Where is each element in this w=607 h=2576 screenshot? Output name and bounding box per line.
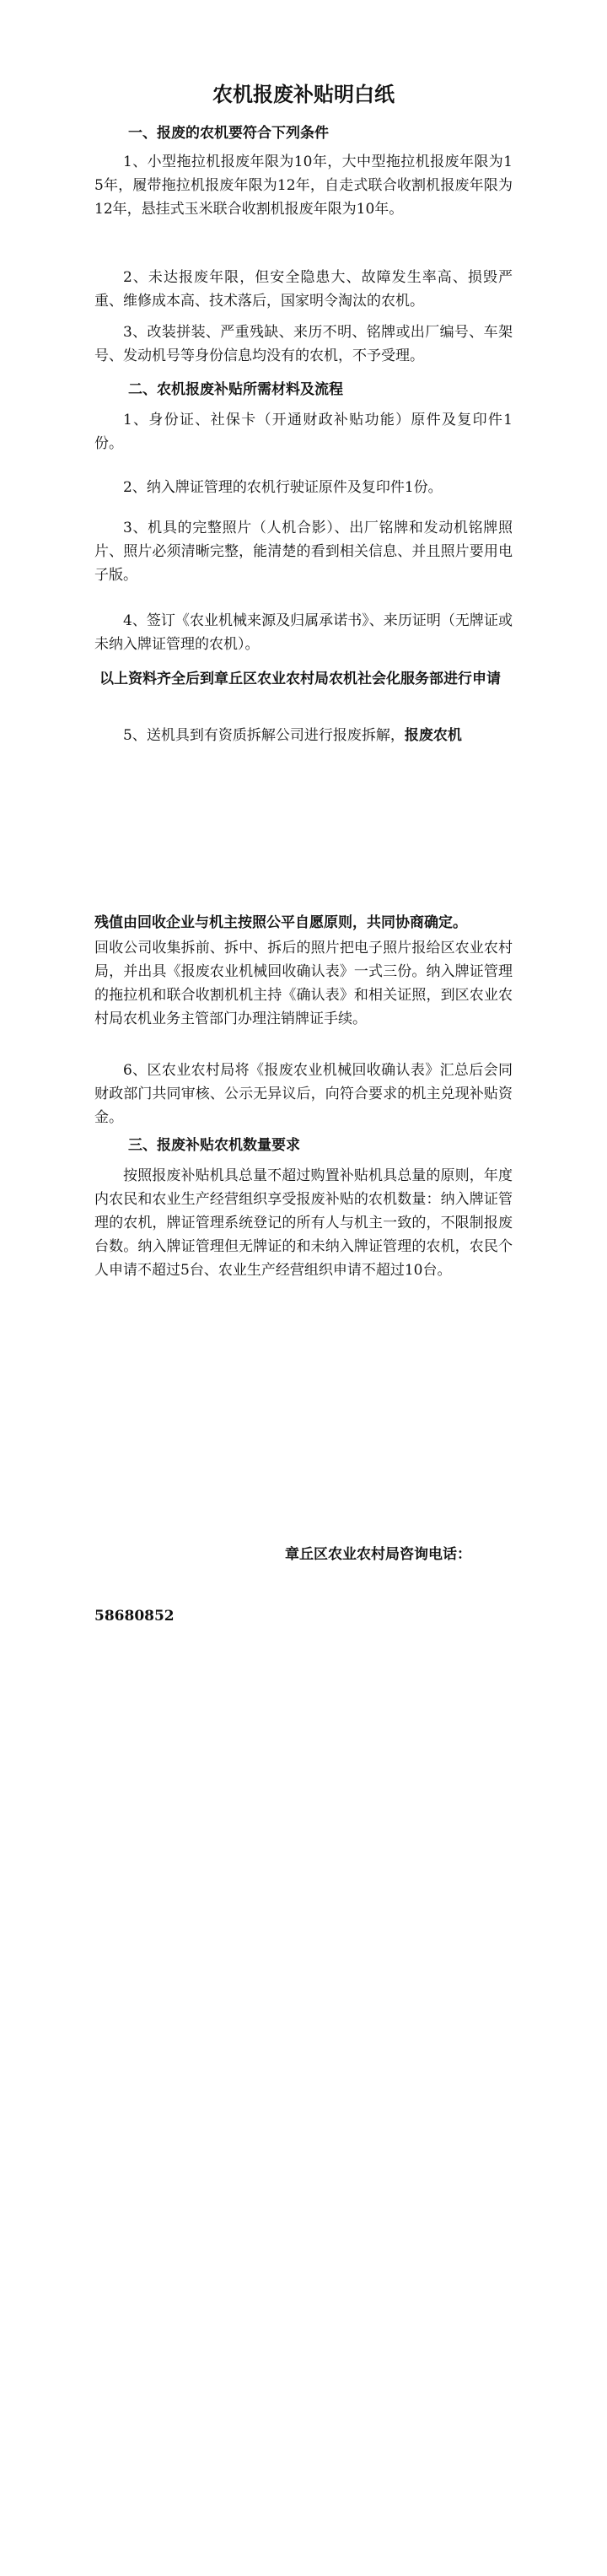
section1-item-3: 3、改装拼装、严重残缺、来历不明、铭牌或出厂编号、车架号、发动机号等身份信息均没有的农机，不予受理。 — [94, 324, 513, 364]
residual-value-text: 残值由回收企业与机主按照公平自愿原则，共同协商确定。 — [94, 914, 467, 931]
section2-item-6: 6、区农业农村局将《报废农业机械回收确认表》汇总后会同财政部门共同审核、公示无异议后，向符合要求的机主兑现补贴资金。 — [94, 1062, 513, 1126]
recycling-process-text: 回收公司收集拆前、拆中、拆后的照片把电子照片报给区农业农村局，并出具《报废农业机械回收确认表》一式三份。纳入牌证管理的拖拉机和联合收割机机主持《确认表》和相关证照，到区农业农村局农机业务主管部门办理注销牌证手续。 — [94, 940, 513, 1027]
section1-heading: 一、报废的农机要符合下列条件 — [128, 125, 329, 142]
section2-item-3: 3、机具的完整照片（人机合影）、出厂铭牌和发动机铭牌照片、照片必须清晰完整，能清楚的看到相关信息、并且照片要用电子版。 — [94, 520, 513, 584]
item-5-text: 5、送机具到有资质拆解公司进行报废拆解， — [123, 727, 405, 744]
item-5-bold-text: 报废农机 — [404, 727, 462, 744]
section2-item-2: 2、纳入牌证管理的农机行驶证原件及复印件1份。 — [123, 479, 443, 496]
document-title: 农机报废补贴明白纸 — [212, 82, 395, 106]
submission-note: 以上资料齐全后到章丘区农业农村局农机社会化服务部进行申请 — [99, 671, 501, 687]
section3-paragraph: 按照报废补贴机具总量不超过购置补贴机具总量的原则，年度内农民和农业生产经营组织享受报废补贴的农机数量：纳入牌证管理的农机，牌证管理系统登记的所有人与机主一致的，不限制报废台数。纳入牌证管理但无牌证的和未纳入牌证管理的农机，农民个人申请不超过5台、农业生产经营组织申请不超过10台。 — [94, 1167, 513, 1279]
section3-heading: 三、报废补贴农机数量要求 — [128, 1137, 300, 1154]
section2-heading: 二、农机报废补贴所需材料及流程 — [128, 381, 343, 398]
contact-phone: 58680852 — [94, 1608, 175, 1625]
section2-item-4: 4、签订《农业机械来源及归属承诺书》、来历证明（无牌证或未纳入牌证管理的农机）。 — [94, 612, 513, 653]
section1-item-1: 1、小型拖拉机报废年限为10年，大中型拖拉机报废年限为15年，履带拖拉机报废年限为12年，自走式联合收割机报废年限为12年，悬挂式玉米联合收割机报废年限为10年。 — [94, 154, 513, 218]
section2-item-5 — [94, 724, 513, 747]
section2-item-1: 1、身份证、社保卡（开通财政补贴功能）原件及复印件1份。 — [94, 412, 513, 452]
section1-item-2: 2、未达报废年限，但安全隐患大、故障发生率高、损毁严重、维修成本高、技术落后，国家明令淘汰的农机。 — [94, 269, 513, 310]
contact-label: 章丘区农业农村局咨询电话： — [285, 1546, 471, 1563]
